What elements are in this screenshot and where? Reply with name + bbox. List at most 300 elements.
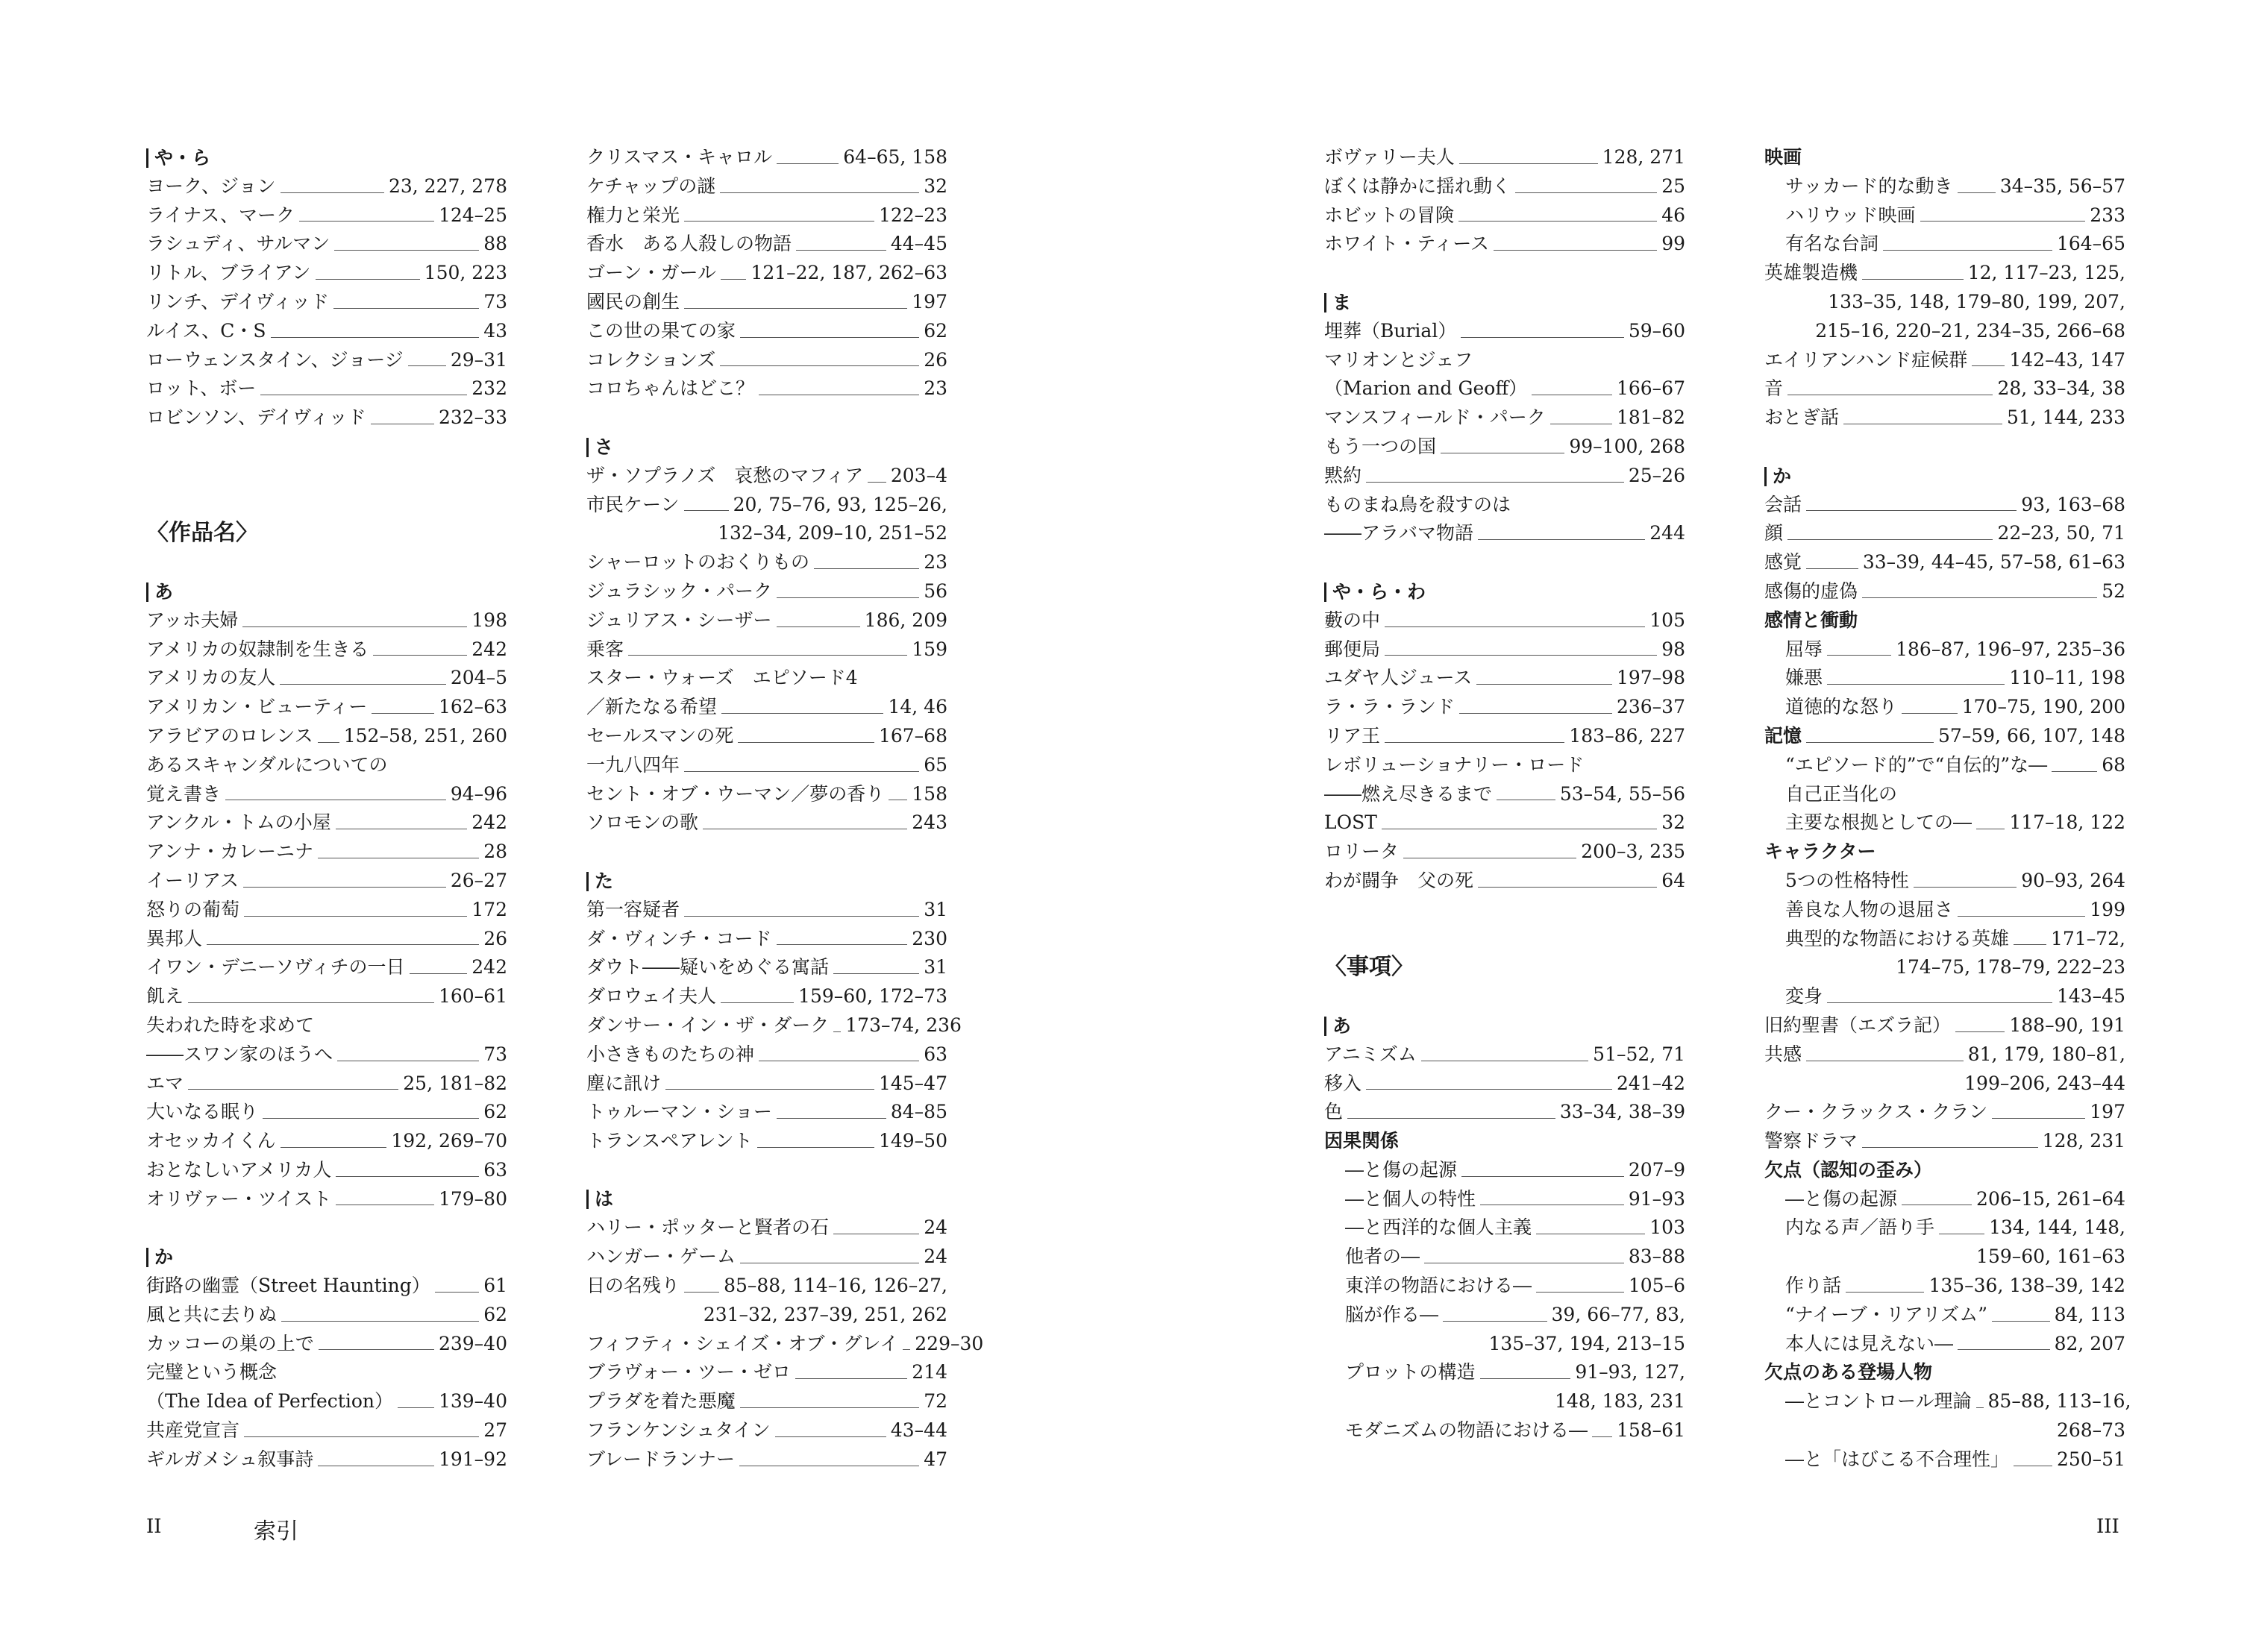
page-refs: 99 xyxy=(1661,233,1685,255)
page-refs: 23, 227, 278 xyxy=(388,175,507,197)
leader-line xyxy=(1920,221,2086,222)
index-entry xyxy=(146,1156,507,1185)
index-kana-heading xyxy=(1324,1011,1685,1040)
index-term: 〈事項〉 xyxy=(1324,954,1414,981)
page-refs: 170–75, 190, 200 xyxy=(1961,696,2125,718)
page-refs: 63 xyxy=(483,1158,507,1181)
index-entry xyxy=(1324,172,1685,201)
index-term: 覚え書き xyxy=(146,782,222,805)
page-refs: 236–37 xyxy=(1616,696,1685,718)
page-refs: 29–31 xyxy=(450,348,507,371)
leader-line xyxy=(777,1118,886,1119)
index-entry xyxy=(586,1272,947,1301)
index-entry xyxy=(1324,1040,1685,1070)
index-entry xyxy=(146,1272,507,1301)
index-term: 塵に訊け xyxy=(586,1072,662,1094)
index-term: 感情と衝動 xyxy=(1764,609,1858,631)
index-term: 東洋の物語における― xyxy=(1345,1275,1532,1297)
leader-line xyxy=(1385,626,1645,627)
page-refs: 250–51 xyxy=(2056,1448,2125,1470)
index-entry xyxy=(586,346,947,375)
index-term: あ xyxy=(1324,1017,1351,1036)
index-column-1 xyxy=(146,143,507,1474)
page-refs: 53–54, 55–56 xyxy=(1559,782,1685,805)
index-term: 市民ケーン xyxy=(586,493,680,515)
page-refs: 158 xyxy=(912,782,947,805)
index-entry xyxy=(1324,462,1685,491)
leader-line xyxy=(410,973,468,974)
index-term: ヨーク、ジョン xyxy=(146,175,276,197)
index-term: アッホ夫婦 xyxy=(146,609,239,631)
leader-line xyxy=(1787,539,1993,540)
index-spacer xyxy=(146,1213,507,1243)
page-refs: 64–65, 158 xyxy=(843,146,947,168)
index-kana-heading xyxy=(1764,462,2125,491)
index-entry xyxy=(586,172,947,201)
index-entry xyxy=(586,201,947,230)
leader-line xyxy=(373,655,467,656)
page-refs: 20, 75–76, 93, 125–26, xyxy=(733,493,947,515)
page-refs: 241–42 xyxy=(1616,1072,1685,1094)
index-term: ――燃え尽きるまで xyxy=(1324,782,1493,805)
index-entry xyxy=(1324,519,1685,548)
page-refs: 192, 269–70 xyxy=(391,1130,507,1152)
page-refs: 43 xyxy=(483,319,507,342)
index-subentry xyxy=(1764,867,2125,896)
index-entry xyxy=(586,1330,984,1359)
index-term: は xyxy=(586,1190,613,1209)
index-entry xyxy=(586,1070,947,1099)
index-term: ラ・ラ・ランド xyxy=(1324,696,1455,718)
leader-line xyxy=(796,250,886,251)
index-term: 小さきものたちの神 xyxy=(586,1043,755,1065)
page-refs: 88 xyxy=(483,233,507,255)
index-column-2 xyxy=(586,143,984,1474)
index-entry xyxy=(586,606,947,635)
index-term: 共産党宣言 xyxy=(146,1419,240,1442)
page-refs: 186–87, 196–97, 235–36 xyxy=(1896,638,2125,660)
index-term: 会話 xyxy=(1764,493,1802,515)
index-term: レボリューショナリー・ロード xyxy=(1324,753,1585,776)
leader-line xyxy=(1862,279,1964,280)
page-refs: 152–58, 251, 260 xyxy=(343,724,507,747)
leader-line xyxy=(1958,192,1996,193)
leader-line xyxy=(299,221,434,222)
index-term: た xyxy=(586,872,613,891)
index-entry xyxy=(146,1330,507,1359)
page-refs: 25, 181–82 xyxy=(403,1072,507,1094)
index-term: か xyxy=(1764,467,1791,486)
index-entry xyxy=(586,1011,962,1040)
page-refs: 150, 223 xyxy=(424,262,507,284)
index-term: や・ら xyxy=(146,148,210,168)
index-subentry xyxy=(1764,1272,2125,1301)
page-refs: 149–50 xyxy=(878,1130,947,1152)
index-entry xyxy=(146,1098,507,1127)
leader-line xyxy=(1902,713,1958,714)
index-entry xyxy=(1324,635,1685,665)
leader-line xyxy=(1846,1292,1924,1293)
page-refs: 99–100, 268 xyxy=(1569,435,1685,457)
page-refs: 94–96 xyxy=(450,782,507,805)
leader-line xyxy=(1862,1147,2038,1148)
index-term: アメリカの奴隷制を生きる xyxy=(146,638,369,660)
page-refs: 160–61 xyxy=(438,985,507,1008)
index-term: ソロモンの歌 xyxy=(586,811,699,834)
page-refs: 171–72, xyxy=(2051,927,2125,949)
index-entry xyxy=(146,896,507,925)
index-term: ハリー・ポッターと賢者の石 xyxy=(586,1216,830,1239)
index-term: ローウェンスタイン、ジョージ xyxy=(146,348,404,371)
leader-line xyxy=(1478,539,1645,540)
index-term: や・ら・わ xyxy=(1324,582,1426,602)
index-term: ロリータ xyxy=(1324,841,1400,863)
page-refs: 124–25 xyxy=(438,204,507,226)
index-term: エマ xyxy=(146,1072,184,1094)
index-entry xyxy=(146,635,507,665)
page-refs: 63 xyxy=(924,1043,947,1065)
index-subentry xyxy=(1764,1185,2125,1214)
index-column-4 xyxy=(1764,143,2131,1474)
leader-line xyxy=(1992,1321,2050,1322)
leader-line xyxy=(1827,684,2005,685)
index-spacer xyxy=(1324,982,1685,1011)
index-heading-entry xyxy=(1764,1156,2125,1185)
index-term: もう一つの国 xyxy=(1324,435,1437,457)
index-term: サッカード的な動き xyxy=(1785,175,1953,197)
page-refs: 230 xyxy=(912,927,947,949)
index-entry xyxy=(1764,1127,2125,1156)
page-refs: 22–23, 50, 71 xyxy=(1997,522,2125,544)
index-entry xyxy=(146,722,507,751)
index-term: 藪の中 xyxy=(1324,609,1381,631)
index-entry xyxy=(146,317,507,346)
index-term: マンスフィールド・パーク xyxy=(1324,406,1546,429)
index-term: おとぎ話 xyxy=(1764,406,1840,429)
leader-line xyxy=(1347,1118,1555,1119)
leader-line xyxy=(1515,192,1657,193)
leader-line xyxy=(281,1321,479,1322)
index-entry xyxy=(146,606,507,635)
index-term: か xyxy=(146,1248,173,1267)
index-subentry xyxy=(1324,1243,1685,1272)
index-spacer xyxy=(586,1156,947,1185)
index-term: 移入 xyxy=(1324,1072,1362,1094)
page-refs: 73 xyxy=(483,1043,507,1065)
index-entry xyxy=(1324,808,1685,838)
index-column-3 xyxy=(1324,143,1685,1445)
index-subentry xyxy=(1324,1213,1685,1243)
index-entry xyxy=(146,1040,507,1070)
page-refs: 242 xyxy=(471,956,507,979)
left-running-title: 索引 xyxy=(254,1518,298,1545)
index-entry xyxy=(586,664,947,693)
leader-line xyxy=(1883,250,2052,251)
page-refs: 128, 231 xyxy=(2042,1130,2125,1152)
index-term: ロット、ボー xyxy=(146,377,257,400)
page-refs: 105–6 xyxy=(1628,1275,1685,1297)
leader-line xyxy=(720,192,919,193)
index-term: シャーロットのおくりもの xyxy=(586,551,810,574)
index-entry xyxy=(1324,722,1685,751)
index-term: 映画 xyxy=(1764,146,1802,168)
leader-line xyxy=(1476,684,1612,685)
page-refs: 143–45 xyxy=(2056,985,2125,1008)
index-subentry xyxy=(1764,1387,2131,1416)
index-subentry xyxy=(1764,230,2125,259)
index-spacer xyxy=(1324,548,1685,577)
index-entry xyxy=(1324,664,1685,693)
index-spacer xyxy=(1324,259,1685,288)
index-section-heading xyxy=(146,519,507,548)
index-heading-entry xyxy=(1764,722,2125,751)
index-term: モダニズムの物語における― xyxy=(1345,1419,1588,1442)
index-term: 乗客 xyxy=(586,638,624,660)
index-entry xyxy=(586,1098,947,1127)
index-entry xyxy=(586,1127,947,1156)
leader-line xyxy=(1443,1321,1547,1322)
index-entry xyxy=(586,896,947,925)
index-term: ／新たなる希望 xyxy=(586,696,718,718)
page-refs: 121–22, 187, 262–63 xyxy=(751,262,947,284)
index-entry xyxy=(146,172,507,201)
index-subentry xyxy=(1764,172,2125,201)
index-term: “ナイーブ・リアリズム” xyxy=(1785,1303,1988,1325)
index-term: 〈作品名〉 xyxy=(146,520,258,547)
leader-line xyxy=(1827,1002,2052,1003)
leader-line xyxy=(721,1002,794,1003)
leader-line xyxy=(1478,887,1657,888)
index-term: おとなしいアメリカ人 xyxy=(146,1158,332,1181)
index-term: ―と傷の起源 xyxy=(1785,1187,1898,1210)
index-term: プラダを着た悪魔 xyxy=(586,1390,736,1413)
leader-line xyxy=(244,916,467,917)
page-refs: 91–93 xyxy=(1628,1187,1685,1210)
page-refs: 57–59, 66, 107, 148 xyxy=(1937,724,2125,747)
index-entry xyxy=(586,1416,947,1445)
index-term: リトル、ブライアン xyxy=(146,262,311,284)
index-term: 他者の― xyxy=(1345,1246,1420,1268)
index-entry xyxy=(586,491,947,520)
index-entry xyxy=(586,722,947,751)
index-entry xyxy=(586,259,947,288)
index-entry xyxy=(586,317,947,346)
index-entry xyxy=(1324,346,1685,375)
index-term: 善良な人物の退屈さ xyxy=(1785,898,1954,920)
index-term: カッコーの巣の上で xyxy=(146,1332,314,1354)
index-entry xyxy=(586,693,947,722)
index-term: アメリカン・ビューティー xyxy=(146,696,368,718)
index-continuation xyxy=(1764,1070,2125,1099)
page-refs: 232 xyxy=(471,377,507,400)
index-subentry xyxy=(1764,751,2125,780)
index-continuation xyxy=(586,1301,947,1330)
index-entry xyxy=(146,230,507,259)
index-entry xyxy=(1324,867,1685,896)
index-term: クー・クラックス・クラン xyxy=(1764,1101,1988,1123)
leader-line xyxy=(833,973,919,974)
index-term: フィフティ・シェイズ・オブ・グレイ xyxy=(586,1332,899,1354)
leader-line xyxy=(1806,510,2017,511)
index-kana-heading xyxy=(586,1185,947,1214)
page-refs: 198 xyxy=(471,609,507,631)
index-term: ザ・ソプラノズ 哀愁のマフィア xyxy=(586,464,864,486)
leader-line xyxy=(281,1147,387,1148)
index-spacer xyxy=(586,403,947,433)
index-term: ―と「はびこる不合理性」 xyxy=(1785,1448,2010,1470)
index-entry xyxy=(1324,201,1685,230)
index-subentry xyxy=(1764,896,2125,925)
index-term: ダンサー・イン・ザ・ダーク xyxy=(586,1014,830,1036)
index-term: 國民の創生 xyxy=(586,290,680,313)
page-refs: 134, 144, 148, xyxy=(1989,1216,2125,1239)
leader-line xyxy=(1914,887,2017,888)
leader-line xyxy=(1366,1089,1612,1090)
index-subentry xyxy=(1764,982,2125,1011)
index-subentry xyxy=(1324,1272,1685,1301)
index-entry xyxy=(586,288,947,317)
index-entry xyxy=(1324,491,1685,520)
index-entry xyxy=(586,1040,947,1070)
index-term: 感覚 xyxy=(1764,551,1802,574)
index-subentry xyxy=(1764,1445,2125,1474)
index-term: 郵便局 xyxy=(1324,638,1381,660)
index-kana-heading xyxy=(1324,288,1685,317)
index-entry xyxy=(1324,693,1685,722)
leader-line xyxy=(903,1349,910,1350)
page-refs: 181–82 xyxy=(1616,406,1685,429)
index-subentry xyxy=(1764,1330,2125,1359)
index-entry xyxy=(586,808,947,838)
leader-line xyxy=(243,887,446,888)
leader-line xyxy=(1385,742,1564,743)
page-refs: 14, 46 xyxy=(888,696,947,718)
index-term: ま xyxy=(1324,293,1351,313)
leader-line xyxy=(2014,944,2046,945)
index-term: リンチ、デイヴィッド xyxy=(146,290,330,313)
index-term: 日の名残り xyxy=(586,1275,680,1297)
page-refs: 26 xyxy=(483,927,507,949)
page-refs: 232–33 xyxy=(438,406,507,429)
index-term: ダロウェイ夫人 xyxy=(586,985,717,1008)
index-continuation xyxy=(1764,288,2125,317)
page-refs: 231–32, 237–39, 251, 262 xyxy=(703,1303,947,1325)
index-subentry xyxy=(1324,1156,1685,1185)
index-subentry xyxy=(1324,1185,1685,1214)
leader-line xyxy=(684,510,729,511)
index-subentry xyxy=(1764,780,2125,809)
page-refs: 139–40 xyxy=(438,1390,507,1413)
leader-line xyxy=(665,1089,874,1090)
page-refs: 233 xyxy=(2090,204,2125,226)
index-entry xyxy=(586,1387,947,1416)
page-refs: 33–39, 44–45, 57–58, 61–63 xyxy=(1862,551,2125,574)
page-refs: 172 xyxy=(471,898,507,920)
page-refs: 34–35, 56–57 xyxy=(1999,175,2125,197)
page-refs: 142–43, 147 xyxy=(2009,348,2125,371)
index-entry xyxy=(1764,374,2125,403)
page-refs: 12, 117–23, 125, xyxy=(1967,262,2125,284)
index-kana-heading xyxy=(586,867,947,896)
index-term: 街路の幽霊（Street Haunting） xyxy=(146,1275,430,1297)
index-entry xyxy=(1764,1040,2125,1070)
index-term: ホワイト・ティース xyxy=(1324,233,1490,255)
leader-line xyxy=(684,308,907,309)
page-refs: 215–16, 220–21, 234–35, 266–68 xyxy=(1815,319,2125,342)
index-entry xyxy=(586,1213,947,1243)
index-entry xyxy=(1324,374,1685,403)
page-refs: 203–4 xyxy=(890,464,947,486)
index-entry xyxy=(1764,259,2125,288)
index-entry xyxy=(146,1127,507,1156)
page-refs: 51, 144, 233 xyxy=(2006,406,2125,429)
index-term: あ xyxy=(146,582,173,602)
index-entry xyxy=(1764,491,2125,520)
leader-line xyxy=(336,1176,479,1177)
page-refs: 159 xyxy=(912,638,947,660)
index-spacer xyxy=(146,491,507,520)
leader-line xyxy=(814,568,919,569)
index-entry xyxy=(1764,1098,2125,1127)
page-refs: 188–90, 191 xyxy=(2009,1014,2125,1036)
index-entry xyxy=(586,1445,947,1474)
page-refs: 268–73 xyxy=(2056,1419,2125,1442)
index-term: イーリアス xyxy=(146,869,239,891)
index-section-heading xyxy=(1324,953,1685,982)
page-refs: 183–86, 227 xyxy=(1569,724,1685,747)
index-term: フランケンシュタイン xyxy=(586,1419,771,1442)
page-refs: 85–88, 114–16, 126–27, xyxy=(724,1275,947,1297)
index-entry xyxy=(146,780,507,809)
index-subentry xyxy=(1764,1213,2125,1243)
leader-line xyxy=(1972,365,2005,366)
index-subentry xyxy=(1764,1301,2125,1330)
leader-line xyxy=(280,684,446,685)
index-term: ギルガメシュ叙事詩 xyxy=(146,1448,314,1470)
leader-line xyxy=(775,1436,886,1437)
index-entry xyxy=(146,374,507,403)
page-refs: 47 xyxy=(924,1448,947,1470)
page-refs: 25 xyxy=(1661,175,1685,197)
page-refs: 206–15, 261–64 xyxy=(1976,1187,2125,1210)
index-term: 5つの性格特性 xyxy=(1785,869,1909,891)
leader-line xyxy=(1385,655,1657,656)
index-entry xyxy=(586,635,947,665)
index-term: 自己正当化の xyxy=(1785,782,1898,805)
index-term: 道徳的な怒り xyxy=(1785,696,1898,718)
leader-line xyxy=(628,655,907,656)
page-refs: 145–47 xyxy=(878,1072,947,1094)
page-refs: 244 xyxy=(1649,522,1685,544)
index-entry xyxy=(586,548,947,577)
index-heading-entry xyxy=(1324,1127,1685,1156)
index-entry xyxy=(146,867,507,896)
index-heading-entry xyxy=(1764,838,2125,867)
page-refs: 59–60 xyxy=(1628,319,1685,342)
page-refs: 166–67 xyxy=(1616,377,1685,400)
index-term: クリスマス・キャロル xyxy=(586,146,773,168)
page-refs: 61 xyxy=(483,1275,507,1297)
index-entry xyxy=(146,953,507,982)
leader-line xyxy=(1806,568,1858,569)
index-entry xyxy=(1764,548,2125,577)
index-term: 飢え xyxy=(146,985,184,1008)
leader-line xyxy=(1806,742,1934,743)
page-refs: 82, 207 xyxy=(2054,1332,2125,1354)
leader-line xyxy=(1958,916,2085,917)
index-term: 権力と栄光 xyxy=(586,204,680,226)
leader-line xyxy=(740,1407,919,1408)
